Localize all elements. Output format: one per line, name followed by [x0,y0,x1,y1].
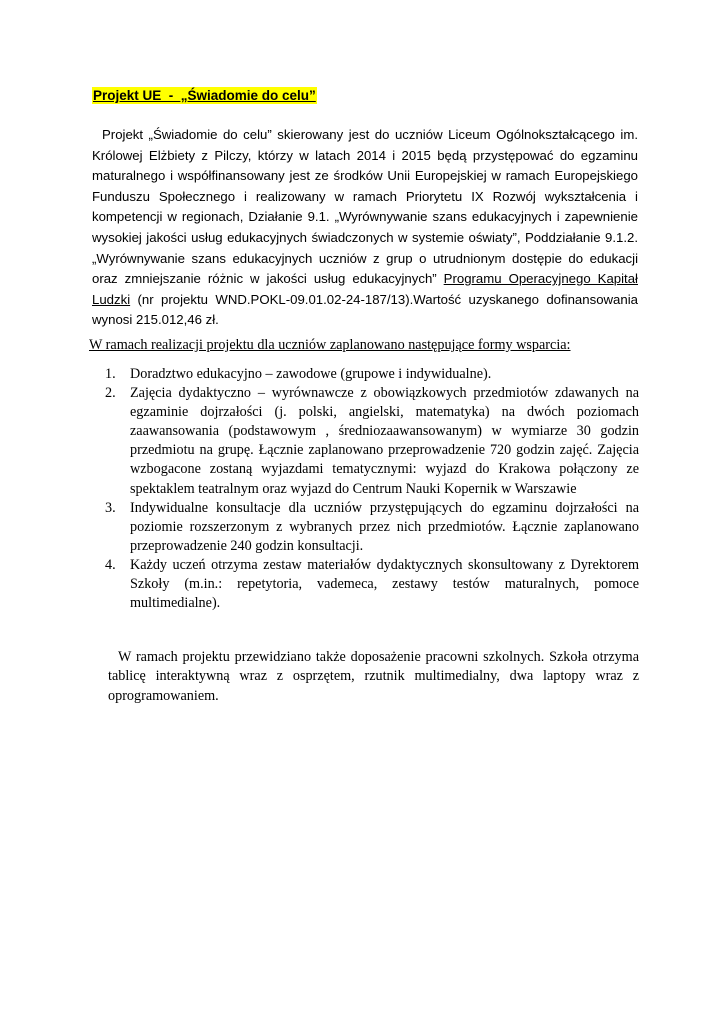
list-item-number: 2. [105,385,116,402]
list-item-text: Zajęcia dydaktyczno – wyrównawcze z obowiązkowych przedmiotów zdawanych na egzaminie dojrzałości (j. polski, angielski, matematyka) na dwóch poziomach zaawansowania (podstawowym , średniozaawansowanym) w wymiarze 30 godzin przedmiotu na grupę. Łącznie zaplanowano przeprowadzenie 720 godzin zajęć. Zajęcia wzbogacone zostaną wyjazdami tematycznymi: wyjazd do Krakowa połączony ze spektaklem teatralnym oraz wyjazd do Centrum Nauki Kopernik w Warszawie [130,385,639,497]
list-item-number: 4. [105,556,116,573]
list-item-number: 1. [105,366,116,382]
closing-paragraph: W ramach projektu przewidziano także doposażenie pracowni szkolnych. Szkoła otrzyma tablicę interaktywną wraz z osprzętem, rzutnik multimedialny, dwa laptopy wraz z oprogramowaniem. [108,649,639,704]
list-item [105,499,639,556]
list-item-text: Doradztwo edukacyjno – zawodowe (grupowe i indywidualne). [130,366,492,382]
list-item [105,384,639,499]
intro-text-end: (nr projektu WND.POKL-09.01.02-24-187/13).Wartość uzyskanego dofinansowania wynosi 215.012,46 zł. [92,291,638,328]
list-item [105,556,639,613]
support-heading: W ramach realizacji projektu dla uczniów zaplanowano następujące formy wsparcia: [89,337,571,353]
list-item-text: Każdy uczeń otrzyma zestaw materiałów dydaktycznych skonsultowany z Dyrektorem Szkoły (m.in.: repetytoria, vademeca, zestawy testów maturalnych, pomoce multimedialne). [130,556,639,612]
support-list [105,365,639,613]
document-title: Projekt UE - „Świadomie do celu” [93,88,316,103]
intro-paragraph [92,125,638,331]
intro-text: Projekt „Świadomie do celu” skierowany jest do uczniów Liceum Ogólnokształcącego im. Królowej Elżbiety z Pilczy, którzy w latach 2014 i 2015 będą przystępować do egzaminu maturalnego i współfinansowany jest ze środków Unii Europejskiej w ramach Europejskiego Funduszu Społecznego i realizowany w ramach Priorytetu IX Rozwój wykształcenia i kompetencji w regionach, Działanie 9.1. „Wyrównywanie szans edukacyjnych i zapewnienie wysokiej jakości usług edukacyjnych świadczonych w systemie oświaty”, Poddziałanie 9.1.2. „Wyrównywanie szans edukacyjnych uczniów z grup o utrudnionym dostępie do edukacji oraz zmniejszanie różnic w jakości usług edukacyjnych” [92,127,638,287]
list-item-number: 3. [105,499,116,516]
program-name: Programu Operacyjnego Kapitał Ludzki [92,271,638,307]
list-item [105,365,639,384]
list-item-text: Indywidualne konsultacje dla uczniów przystępujących do egzaminu dojrzałości na poziomie rozszerzonym z wybranych przez nich przedmiotów. Łącznie zaplanowano przeprowadzenie 240 godzin konsultacji. [130,499,639,554]
